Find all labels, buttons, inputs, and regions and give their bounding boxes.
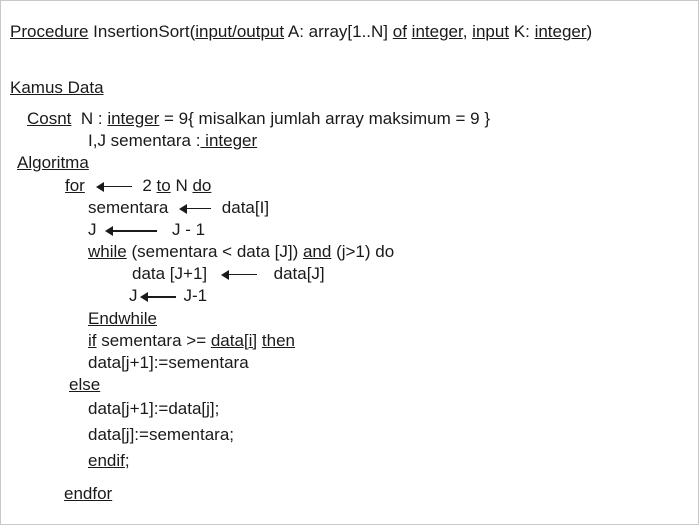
to-keyword: to bbox=[156, 176, 171, 195]
if-cond: sementara >= bbox=[96, 331, 211, 350]
while-cond-1: (sementara < data [J]) bbox=[126, 242, 303, 261]
n-rest: = 9{ misalkan jumlah array maksimum = 9 } bbox=[159, 109, 490, 128]
paren-close: ) bbox=[586, 22, 593, 41]
n-integer-keyword: integer bbox=[107, 109, 160, 128]
data-i-value: data[I] bbox=[221, 198, 270, 217]
endfor-keyword: endfor bbox=[64, 484, 113, 503]
sementara-var: sementara bbox=[88, 198, 169, 217]
j-assign-line bbox=[88, 220, 205, 240]
paren-open: ( bbox=[189, 22, 196, 41]
assign-arrow-icon bbox=[179, 204, 211, 214]
if-keyword: if bbox=[88, 331, 97, 350]
assign-arrow-icon bbox=[221, 270, 257, 280]
io-keyword: input/output bbox=[195, 22, 285, 41]
assign-2: data[j+1]:=data[j]; bbox=[88, 399, 220, 418]
data-j: data[J] bbox=[273, 264, 325, 283]
kamus-title: Kamus Data bbox=[10, 78, 104, 97]
j-minus-1b: J-1 bbox=[183, 286, 208, 305]
sementara-assign-line bbox=[88, 198, 269, 218]
comma: , bbox=[462, 22, 473, 41]
endif-semicolon: ; bbox=[124, 451, 130, 470]
else-keyword: else bbox=[69, 375, 101, 394]
for-keyword: for bbox=[65, 176, 85, 195]
n-var: N bbox=[175, 176, 188, 195]
j-var: J bbox=[88, 220, 97, 239]
j-minus-1: J - 1 bbox=[171, 220, 206, 239]
assign-3: data[j]:=sementara; bbox=[88, 425, 235, 444]
data-shift-line bbox=[132, 264, 325, 284]
assign-arrow-icon bbox=[96, 182, 132, 192]
endif-keyword: endif bbox=[88, 451, 125, 470]
j-decrement-line bbox=[129, 286, 207, 306]
const-line bbox=[27, 109, 490, 129]
assign-1: data[j+1]:=sementara bbox=[88, 353, 249, 372]
endif-line bbox=[88, 451, 130, 471]
integer-keyword: integer bbox=[411, 22, 463, 41]
and-keyword: and bbox=[302, 242, 332, 261]
assign-arrow-icon bbox=[105, 226, 157, 236]
if-line bbox=[88, 331, 295, 351]
procedure-header bbox=[10, 22, 592, 42]
for-from: 2 bbox=[142, 176, 152, 195]
ij-decl: I,J sementara : bbox=[88, 131, 201, 150]
ij-integer-keyword: integer bbox=[200, 131, 258, 150]
assign-arrow-icon bbox=[140, 292, 176, 302]
ij-decl-line bbox=[88, 131, 257, 151]
while-cond-2: (j>1) do bbox=[331, 242, 395, 261]
input-keyword: input bbox=[472, 22, 510, 41]
param-k: K: bbox=[509, 22, 535, 41]
algoritma-title: Algoritma bbox=[17, 153, 89, 172]
procedure-name: InsertionSort bbox=[93, 22, 190, 41]
data-i-ref: data[i] bbox=[210, 331, 258, 350]
data-j-plus-1: data [J+1] bbox=[132, 264, 208, 283]
cosnt-keyword: Cosnt bbox=[27, 109, 72, 128]
endwhile-keyword: Endwhile bbox=[88, 309, 157, 328]
param-a: A: array[1..N] bbox=[284, 22, 393, 41]
integer-keyword-2: integer bbox=[534, 22, 587, 41]
for-line bbox=[65, 176, 211, 196]
do-keyword: do bbox=[192, 176, 212, 195]
n-decl: N : bbox=[71, 109, 108, 128]
while-keyword: while bbox=[88, 242, 127, 261]
j-var-2: J bbox=[129, 286, 138, 305]
procedure-keyword: Procedure bbox=[10, 22, 89, 41]
then-keyword: then bbox=[261, 331, 295, 350]
of-keyword: of bbox=[392, 22, 407, 41]
while-line bbox=[88, 242, 394, 262]
